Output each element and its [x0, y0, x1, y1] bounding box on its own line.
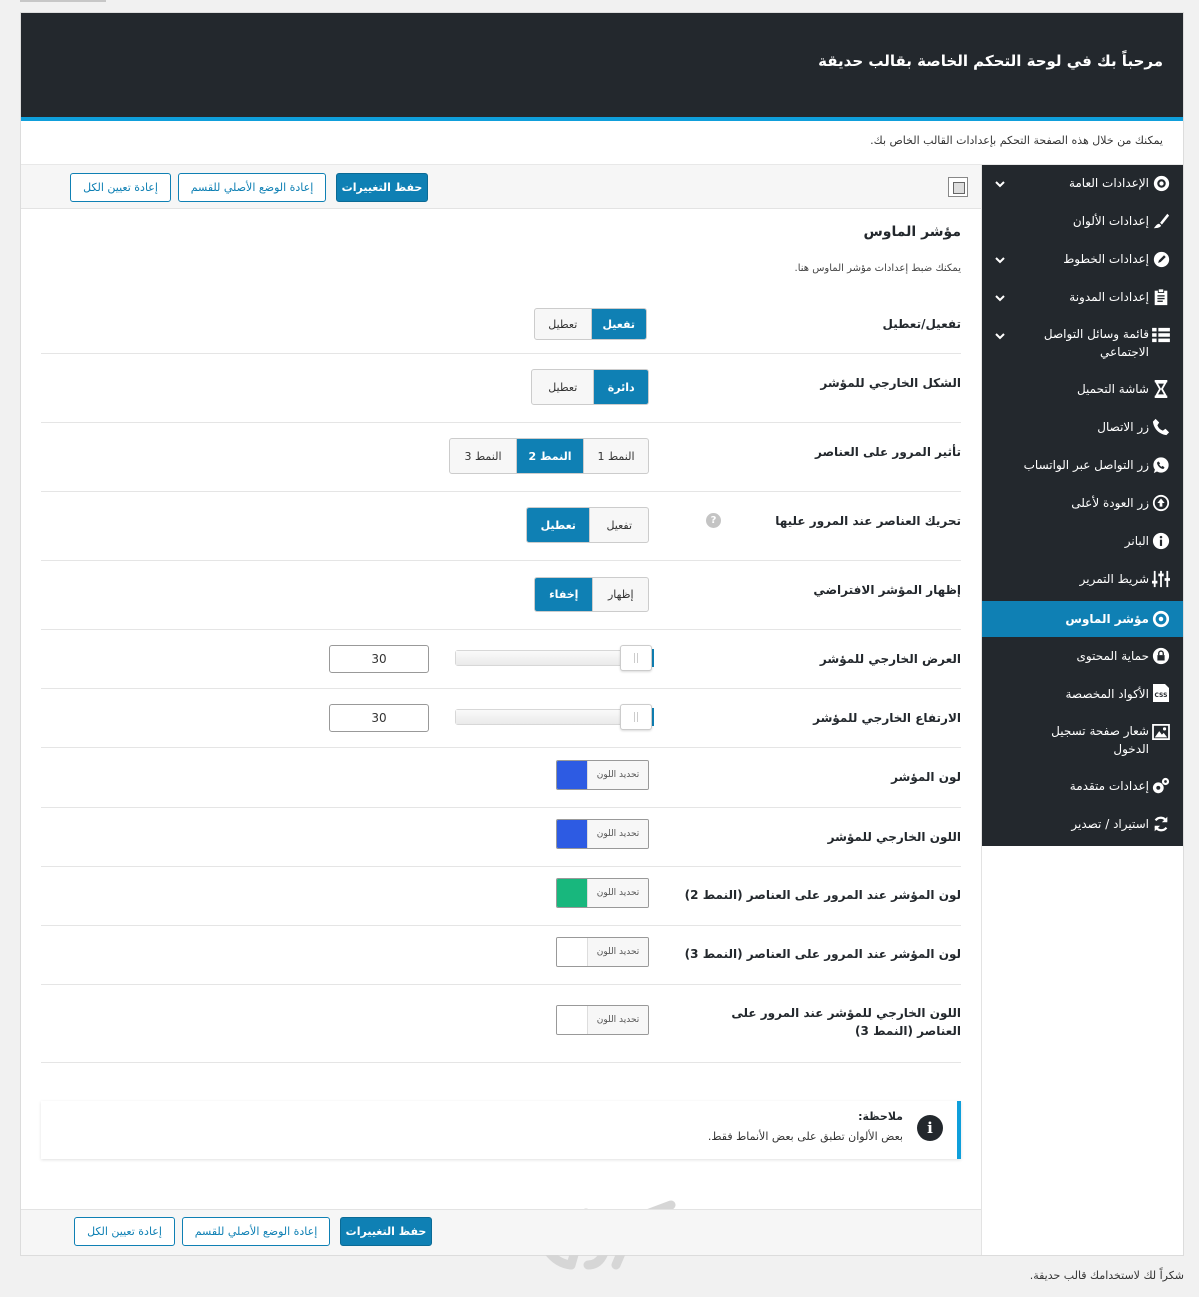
- notice-text: بعض الألوان تطبق على بعض الأنماط فقط.: [707, 1130, 903, 1143]
- color-picker-label: تحديد اللون: [588, 879, 648, 907]
- slider-handle[interactable]: [620, 645, 652, 671]
- outer-shape-label: الشكل الخارجي للمؤشر: [820, 376, 961, 390]
- option-style-2[interactable]: النمط 2: [516, 439, 583, 473]
- row-divider: [41, 747, 961, 748]
- header-accent-line: [21, 117, 1183, 121]
- info-icon: i: [917, 1115, 943, 1141]
- row-divider: [41, 560, 961, 561]
- sidebar-item-label: زر الاتصال: [1097, 420, 1149, 434]
- row-divider: [41, 807, 961, 808]
- sidebar-item-label: شريط التمرير: [1079, 572, 1149, 586]
- section-title: مؤشر الماوس: [863, 224, 961, 240]
- sidebar-item-label: قائمة وسائل التواصل الاجتماعي: [1043, 327, 1149, 359]
- sidebar-item-label: الأكواد المخصصة: [1065, 687, 1149, 701]
- cursor-color-label: لون المؤشر: [891, 770, 961, 784]
- color-swatch: [557, 761, 588, 789]
- reset-all-button-bottom[interactable]: إعادة تعيين الكل: [74, 1217, 175, 1246]
- enable-toggle: [534, 308, 647, 340]
- row-divider: [41, 984, 961, 985]
- top-tab-stub: [20, 0, 106, 2]
- option-disable[interactable]: تعطيل: [548, 380, 578, 394]
- sidebar-item-label: إعدادات الخطوط: [1063, 252, 1149, 266]
- hover-effect-toggle: [449, 438, 649, 474]
- hover-color-style2-label: لون المؤشر عند المرور على العناصر (النمط 2): [684, 888, 961, 902]
- settings-sidebar: [982, 165, 1183, 846]
- row-divider: [41, 353, 961, 354]
- chevron-down-icon: [994, 178, 1006, 190]
- hover-outer-color-style3-label: اللون الخارجي للمؤشر عند المرور على العناصر (النمط 3): [731, 1006, 961, 1038]
- outer-height-label: الارتفاع الخارجي للمؤشر: [813, 711, 961, 725]
- refresh-icon: [1152, 815, 1170, 833]
- save-button[interactable]: حفظ التغييرات: [336, 173, 428, 202]
- default-cursor-toggle: [534, 577, 649, 612]
- color-swatch: [557, 879, 588, 907]
- footer-thanks-text: شكراً لك لاستخدامك قالب حديقة.: [1029, 1269, 1184, 1282]
- save-button-bottom[interactable]: حفظ التغييرات: [340, 1217, 432, 1246]
- chevron-down-icon: [994, 330, 1006, 342]
- color-swatch: [557, 820, 588, 848]
- option-style-1[interactable]: النمط 1: [583, 439, 648, 473]
- color-picker-label: تحديد اللون: [588, 1006, 648, 1034]
- color-picker-label: تحديد اللون: [588, 761, 648, 789]
- color-picker-label: تحديد اللون: [588, 938, 648, 966]
- whatsapp-icon: [1152, 456, 1170, 474]
- outer-height-input[interactable]: [329, 704, 429, 732]
- sidebar-item-content-protection[interactable]: [982, 637, 1183, 675]
- option-circle[interactable]: دائرة: [593, 370, 648, 404]
- sidebar-item-label: إعدادات المدونة: [1069, 290, 1149, 304]
- sidebar-item-label: شعار صفحة تسجيل الدخول: [1051, 724, 1149, 756]
- arrow-up-circle-icon: [1152, 494, 1170, 512]
- gears-icon: [1152, 777, 1170, 795]
- option-style-3[interactable]: النمط 3: [464, 449, 502, 463]
- sidebar-item-colors[interactable]: [982, 202, 1183, 240]
- color-picker-label: تحديد اللون: [588, 820, 648, 848]
- hourglass-icon: [1152, 380, 1170, 398]
- sidebar-item-blog[interactable]: [982, 278, 1183, 316]
- intro-text: يمكنك من خلال هذه الصفحة التحكم بإعدادات القالب الخاص بك.: [870, 134, 1163, 147]
- sidebar-item-general[interactable]: [982, 165, 1183, 202]
- cursor-color-picker[interactable]: [556, 760, 649, 790]
- option-enable[interactable]: تفعيل: [591, 309, 647, 339]
- css-icon: [1152, 684, 1170, 702]
- gear-icon: [1152, 174, 1170, 192]
- chevron-down-icon: [994, 254, 1006, 266]
- sidebar-item-label: حماية المحتوى: [1076, 649, 1149, 663]
- svg-text:CSS: CSS: [1154, 692, 1168, 699]
- outer-width-slider[interactable]: [455, 650, 653, 666]
- sidebar-item-back-to-top[interactable]: [982, 484, 1183, 522]
- sidebar-item-label: مؤشر الماوس: [1065, 612, 1149, 626]
- sidebar-divider: [981, 165, 982, 1255]
- color-swatch: [557, 938, 588, 966]
- sidebar-item-call-button[interactable]: [982, 408, 1183, 446]
- hover-color-style2-picker[interactable]: [556, 878, 649, 908]
- cursor-circle-icon: [1152, 610, 1170, 628]
- slider-handle[interactable]: [620, 704, 652, 730]
- row-divider: [41, 491, 961, 492]
- slider-fill: [456, 651, 636, 665]
- hover-outer-color-style3-picker[interactable]: [556, 1005, 649, 1035]
- sidebar-item-label: إعدادات متقدمة: [1069, 779, 1149, 793]
- options-panel: [20, 12, 1184, 1256]
- sidebar-item-login-logo[interactable]: [982, 713, 1183, 767]
- notice-title: ملاحظة:: [858, 1110, 903, 1123]
- row-divider: [41, 629, 961, 630]
- option-enable[interactable]: تفعيل: [589, 508, 648, 542]
- reset-all-button[interactable]: إعادة تعيين الكل: [70, 173, 171, 202]
- sidebar-item-scrollbar[interactable]: [982, 560, 1183, 598]
- option-disable[interactable]: تعطيل: [548, 317, 578, 331]
- pencil-icon: [1152, 250, 1170, 268]
- outer-shape-toggle: [531, 369, 649, 405]
- sidebar-item-banner[interactable]: [982, 522, 1183, 560]
- row-divider: [41, 866, 961, 867]
- sidebar-item-import-export[interactable]: [982, 805, 1183, 843]
- panel-header: [21, 13, 1183, 117]
- hover-color-style3-picker[interactable]: [556, 937, 649, 967]
- image-icon: [1152, 723, 1170, 741]
- sidebar-item-loading-screen[interactable]: [982, 370, 1183, 408]
- reset-section-button-bottom[interactable]: إعادة الوضع الأصلي للقسم: [182, 1217, 330, 1246]
- clipboard-icon: [1152, 288, 1170, 306]
- sidebar-item-advanced[interactable]: [982, 767, 1183, 805]
- sidebar-item-whatsapp[interactable]: [982, 446, 1183, 484]
- brush-icon: [1152, 212, 1170, 230]
- chevron-down-icon: [994, 292, 1006, 304]
- sidebar-item-label: زر العودة لأعلى: [1071, 496, 1149, 510]
- lock-icon: [1152, 647, 1170, 665]
- outer-color-label: اللون الخارجي للمؤشر: [827, 830, 961, 844]
- enable-label: تفعيل/تعطيل: [882, 317, 961, 331]
- section-description: يمكنك ضبط إعدادات مؤشر الماوس هنا.: [794, 263, 961, 274]
- sidebar-item-custom-code[interactable]: [982, 675, 1183, 713]
- sidebar-item-label: شاشة التحميل: [1076, 382, 1149, 396]
- sliders-icon: [1152, 570, 1170, 588]
- row-divider: [41, 1062, 961, 1063]
- magnetic-label: تحريك العناصر عند المرور عليها: [775, 514, 961, 528]
- sidebar-item-label: استيراد / تصدير: [1071, 817, 1149, 831]
- row-divider: [41, 925, 961, 926]
- color-swatch: [557, 1006, 588, 1034]
- outer-width-label: العرض الخارجي للمؤشر: [819, 652, 961, 666]
- help-icon[interactable]: ?: [706, 513, 721, 528]
- info-circle-icon: [1152, 532, 1170, 550]
- notice-box: [41, 1101, 961, 1159]
- hover-effect-label: تأثير المرور على العناصر: [814, 445, 961, 459]
- sidebar-item-label: إعدادات الألوان: [1072, 214, 1149, 228]
- sidebar-item-mouse-cursor[interactable]: [982, 601, 1183, 637]
- sidebar-item-label: الإعدادات العامة: [1068, 176, 1149, 190]
- phone-icon: [1152, 418, 1170, 436]
- slider-fill: [456, 710, 636, 724]
- sidebar-item-fonts[interactable]: [982, 240, 1183, 278]
- option-disable[interactable]: تعطيل: [527, 508, 589, 542]
- outer-width-input[interactable]: [329, 645, 429, 673]
- reset-section-button[interactable]: إعادة الوضع الأصلي للقسم: [178, 173, 326, 202]
- sidebar-item-label: زر التواصل عبر الواتساب: [1023, 458, 1149, 472]
- sidebar-item-label: البانر: [1124, 534, 1149, 548]
- outer-height-slider[interactable]: [455, 709, 653, 725]
- row-divider: [41, 422, 961, 423]
- default-cursor-label: إظهار المؤشر الافتراضي: [813, 583, 961, 597]
- option-show[interactable]: إظهار: [592, 578, 648, 611]
- magnetic-toggle: [526, 507, 649, 543]
- expand-layout-icon[interactable]: [948, 177, 968, 197]
- option-hide[interactable]: إخفاء: [535, 578, 592, 611]
- outer-color-picker[interactable]: [556, 819, 649, 849]
- sidebar-item-social[interactable]: [982, 316, 1183, 370]
- hover-color-style3-label: لون المؤشر عند المرور على العناصر (النمط 3): [684, 947, 961, 961]
- list-icon: [1152, 326, 1170, 344]
- row-divider: [41, 688, 961, 689]
- page-title: مرحباً بك في لوحة التحكم الخاصة بقالب حديقة: [818, 52, 1163, 70]
